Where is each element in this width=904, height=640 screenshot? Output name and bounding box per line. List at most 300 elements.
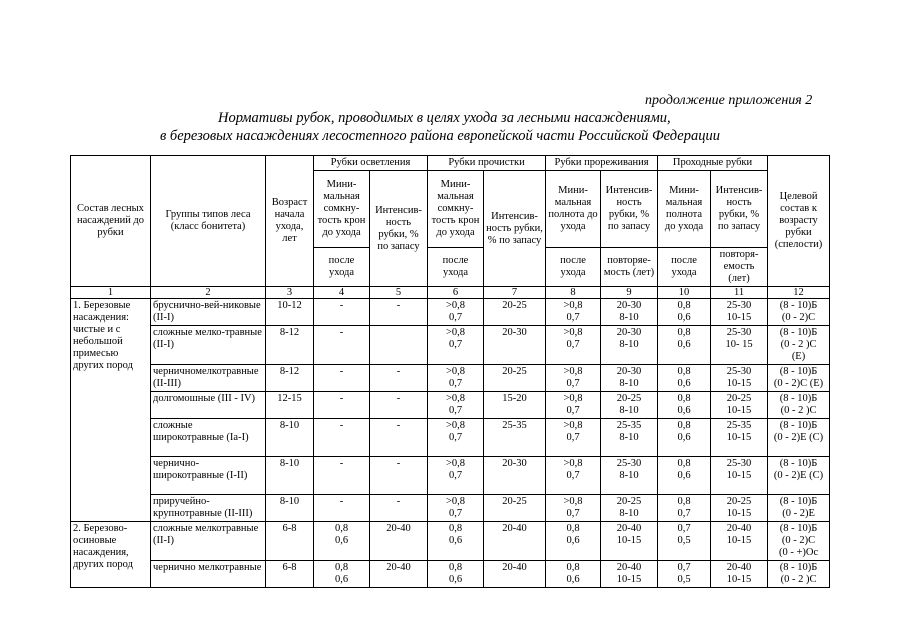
cell-line: 6-8	[282, 562, 297, 573]
table-row	[71, 457, 830, 495]
table-cell	[484, 522, 546, 561]
cell-line: 0,6	[334, 535, 349, 546]
table-cell	[484, 299, 546, 326]
cell-line: (0 - 2 )С	[780, 574, 817, 585]
cell-line: 0,8	[677, 393, 691, 404]
cell-line: 8-10	[619, 339, 639, 350]
cell-line: черничномелкотравные (II-III)	[153, 366, 259, 389]
table-cell	[601, 495, 658, 522]
cell-line: -	[339, 420, 344, 431]
column-number: 3	[266, 287, 314, 299]
cell-line: 20-25	[502, 366, 527, 377]
column-number: 8	[546, 287, 601, 299]
cell-line: (8 - 10)Б	[779, 562, 818, 573]
cell-line: >0,8	[445, 366, 466, 377]
table-cell	[711, 495, 768, 522]
table-cell	[601, 392, 658, 419]
cell-line: 0,8	[677, 458, 691, 469]
cell-line: -	[396, 420, 401, 431]
table-cell	[658, 392, 711, 419]
cell-line: 8-10	[619, 312, 639, 323]
cell-line: >0,8	[563, 327, 583, 338]
table-cell	[266, 522, 314, 561]
table-cell	[768, 392, 830, 419]
cell-line: 0,6	[566, 535, 580, 546]
cell-line: 8-10	[619, 378, 639, 389]
table-cell	[768, 561, 830, 588]
table-cell	[151, 457, 266, 495]
cell-line: 20-30	[616, 300, 642, 311]
table-cell	[370, 495, 428, 522]
head-pro-min-closure: Мини-мальная сомкну-тость крон до ухода	[428, 171, 484, 248]
cell-line: 10-15	[726, 405, 752, 416]
cell-line: 8-10	[619, 405, 639, 416]
head-osv-min-closure: Мини-мальная сомкну-тость крон до ухода	[314, 171, 370, 248]
cell-line: 0,7	[448, 508, 463, 519]
table-cell	[601, 299, 658, 326]
table-cell	[711, 522, 768, 561]
cell-line: 20-40	[616, 523, 642, 534]
group-label: 2. Березово-осиновые насаждения, других пород	[71, 522, 151, 588]
cell-line: -	[396, 496, 401, 507]
cell-line: 10-12	[277, 300, 302, 311]
column-number: 7	[484, 287, 546, 299]
table-cell	[711, 561, 768, 588]
cell-line: >0,8	[563, 496, 583, 507]
table-cell	[151, 392, 266, 419]
cell-line: (8 - 10)Б	[779, 420, 818, 431]
cell-line: (0 - 2)С	[781, 535, 816, 546]
cell-line: чернично-широкотравные (I-II)	[153, 458, 248, 481]
table-cell	[484, 419, 546, 457]
cell-line: 10-15	[726, 574, 752, 585]
column-number: 11	[711, 287, 768, 299]
cell-line: 0,8	[448, 562, 463, 573]
head-prokh-min-density: Мини-мальная полнота до ухода	[658, 171, 711, 248]
table-cell	[428, 495, 484, 522]
table-cell	[484, 457, 546, 495]
cell-line: 12-15	[277, 393, 302, 404]
table-cell	[768, 522, 830, 561]
table-cell	[658, 522, 711, 561]
table-cell	[151, 299, 266, 326]
table-cell	[314, 457, 370, 495]
cell-line: 10-15	[726, 508, 752, 519]
cell-line: >0,8	[563, 393, 583, 404]
head-prokh-after: после ухода	[658, 248, 711, 287]
cell-line: >0,8	[445, 300, 466, 311]
head-pro-intensity: Интенсив-ность рубки, % по запасу	[484, 171, 546, 287]
table-cell	[546, 326, 601, 365]
table-cell	[711, 457, 768, 495]
cell-line: 8-10	[619, 432, 639, 443]
cell-line: 25-35	[616, 420, 642, 431]
cell-line: 0,8	[334, 523, 349, 534]
table-cell	[658, 365, 711, 392]
cell-line: -	[396, 393, 401, 404]
cell-line: 20-40	[386, 562, 411, 573]
table-cell	[370, 457, 428, 495]
cell-line: 20-30	[616, 327, 642, 338]
table-cell	[370, 326, 428, 365]
head-group-prokhodnye: Проходные рубки	[658, 156, 768, 171]
table-cell	[601, 522, 658, 561]
cell-line: 0,7	[566, 508, 580, 519]
cell-line: 0,7	[566, 378, 580, 389]
cell-line: 0,7	[448, 470, 463, 481]
cell-line: 10-15	[726, 378, 752, 389]
table-cell	[314, 365, 370, 392]
table-cell	[658, 326, 711, 365]
cell-line: 20-40	[616, 562, 642, 573]
cell-line: (0 - 2)Е	[782, 508, 815, 519]
cell-line: 10-15	[616, 535, 642, 546]
cell-line: 0,6	[677, 339, 691, 350]
cell-line: -	[396, 458, 401, 469]
cell-line: 8-12	[279, 327, 300, 338]
cell-line: (8 - 10)Б	[779, 393, 818, 404]
table-cell	[428, 457, 484, 495]
cell-line: 0,7	[677, 523, 691, 534]
cell-line: 20-40	[502, 562, 527, 573]
cell-line: 8-10	[619, 470, 639, 481]
cell-line: (8 - 10)Б	[779, 300, 818, 311]
head-target-composition: Целевой состав к возрасту рубки (спелости)	[768, 156, 830, 287]
column-number: 10	[658, 287, 711, 299]
column-number: 9	[601, 287, 658, 299]
table-row	[71, 561, 830, 588]
table-cell	[151, 326, 266, 365]
head-prokh-repeat: повторя-емость (лет)	[711, 248, 768, 287]
cell-line: (8 - 10)Б	[779, 523, 818, 534]
head-forest-groups: Группы типов леса (класс бонитета)	[151, 156, 266, 287]
cell-line: (0 - 2)Е (С)	[773, 432, 824, 443]
cell-line: 0,6	[566, 574, 580, 585]
cell-line: (8 - 10)Б	[779, 458, 818, 469]
cell-line: 0,7	[448, 405, 463, 416]
table-cell	[314, 326, 370, 365]
cell-line: 25-30	[726, 300, 752, 311]
cell-line: 0,6	[677, 312, 691, 323]
cell-line: 10-15	[726, 312, 752, 323]
cell-line: 0,7	[566, 470, 580, 481]
cell-line: 0,8	[677, 327, 691, 338]
cell-line: (0 - 2)С (Е)	[773, 378, 824, 389]
head-pro-after: после ухода	[428, 248, 484, 287]
head-group-osvetlenie: Рубки осветления	[314, 156, 428, 171]
head-group-prochistka: Рубки прочистки	[428, 156, 546, 171]
cell-line: 10- 15	[725, 339, 753, 350]
table-cell	[266, 392, 314, 419]
cell-line: (0 - 2 )С	[780, 339, 817, 350]
cell-line: 20-25	[726, 496, 752, 507]
table-cell	[314, 495, 370, 522]
head-prored-after: после ухода	[546, 248, 601, 287]
cell-line: 0,6	[677, 405, 691, 416]
cell-line: >0,8	[445, 327, 466, 338]
table-cell	[484, 392, 546, 419]
table-cell	[151, 365, 266, 392]
cell-line: 0,7	[448, 432, 463, 443]
cell-line: 0,7	[566, 312, 580, 323]
cell-line: 0,8	[566, 523, 580, 534]
cell-line: 25-30	[726, 327, 752, 338]
cell-line: 20-25	[726, 393, 752, 404]
table-row	[71, 299, 830, 326]
norms-table	[70, 155, 830, 588]
table-cell	[314, 299, 370, 326]
cell-line: >0,8	[563, 366, 583, 377]
table-cell	[546, 495, 601, 522]
head-prored-repeat: повторяе-мость (лет)	[601, 248, 658, 287]
cell-line: 0,8	[677, 300, 691, 311]
cell-line: 0,7	[566, 339, 580, 350]
cell-line: -	[339, 393, 344, 404]
column-number: 6	[428, 287, 484, 299]
cell-line: 0,8	[566, 562, 580, 573]
table-cell	[484, 326, 546, 365]
table-cell	[428, 419, 484, 457]
cell-line: 15-20	[502, 393, 527, 404]
cell-line: 0,6	[448, 535, 463, 546]
cell-line: >0,8	[445, 393, 466, 404]
table-cell	[151, 522, 266, 561]
head-start-age: Возраст начала ухода, лет	[266, 156, 314, 287]
cell-line: бруснично-вей-никовые (II-I)	[153, 300, 261, 323]
cell-line: (0 - 2)С	[781, 312, 816, 323]
cell-line: 8-10	[279, 458, 300, 469]
cell-line: >0,8	[445, 458, 466, 469]
cell-line: 20-30	[502, 327, 527, 338]
cell-line: 0,6	[677, 378, 691, 389]
cell-line: (8 - 10)Б	[779, 327, 818, 338]
cell-line: 20-30	[616, 366, 642, 377]
cell-line: 0,7	[566, 432, 580, 443]
table-cell	[711, 326, 768, 365]
table-cell	[314, 522, 370, 561]
table-cell	[428, 561, 484, 588]
head-osv-intensity: Интенсив-ность рубки, % по запасу	[370, 171, 428, 287]
cell-line: 20-40	[386, 523, 411, 534]
cell-line: 20-25	[616, 393, 642, 404]
cell-line: 25-30	[726, 366, 752, 377]
table-cell	[711, 299, 768, 326]
table-cell	[428, 326, 484, 365]
cell-line: 0,7	[448, 339, 463, 350]
column-number: 4	[314, 287, 370, 299]
cell-line: -	[339, 496, 344, 507]
cell-line: 10-15	[726, 470, 752, 481]
cell-line: 20-40	[726, 562, 752, 573]
table-cell	[546, 522, 601, 561]
table-cell	[370, 365, 428, 392]
cell-line: 20-30	[502, 458, 527, 469]
cell-line: чернично мелкотравные	[153, 562, 262, 573]
cell-line: 0,8	[448, 523, 463, 534]
cell-line: -	[396, 366, 401, 377]
cell-line: 20-40	[726, 523, 752, 534]
table-cell	[428, 365, 484, 392]
column-number: 1	[71, 287, 151, 299]
table-cell	[266, 419, 314, 457]
table-cell	[601, 561, 658, 588]
cell-line: 20-25	[616, 496, 642, 507]
column-number: 12	[768, 287, 830, 299]
cell-line: 0,7	[566, 405, 580, 416]
table-cell	[266, 495, 314, 522]
table-cell	[151, 495, 266, 522]
cell-line: 0,5	[677, 574, 691, 585]
cell-line: (8 - 10)Б	[779, 366, 818, 377]
table-cell	[711, 365, 768, 392]
table-cell	[658, 419, 711, 457]
cell-line: >0,8	[563, 420, 583, 431]
table-cell	[768, 365, 830, 392]
table-cell	[768, 457, 830, 495]
cell-line: (0 - 2 )С	[780, 405, 817, 416]
table-cell	[151, 561, 266, 588]
head-group-prorezhivanie: Рубки прореживания	[546, 156, 658, 171]
table-cell	[428, 299, 484, 326]
cell-line: -	[339, 366, 344, 377]
table-cell	[601, 419, 658, 457]
cell-line: 0,8	[334, 562, 349, 573]
cell-line: 0,7	[448, 378, 463, 389]
head-osv-after: после ухода	[314, 248, 370, 287]
table-cell	[266, 326, 314, 365]
document-title-line-1: Нормативы рубок, проводимых в целях ухода за лесными насаждениями,	[218, 110, 671, 126]
cell-line: приручейно-крупнотравные (II-III)	[153, 496, 253, 519]
cell-line: >0,8	[563, 458, 583, 469]
table-cell	[314, 392, 370, 419]
cell-line: 25-30	[726, 458, 752, 469]
table-row	[71, 365, 830, 392]
cell-line: >0,8	[563, 300, 583, 311]
table-cell	[768, 495, 830, 522]
cell-line: 6-8	[282, 523, 297, 534]
cell-line: 0,8	[677, 366, 691, 377]
cell-line: 10-15	[726, 535, 752, 546]
cell-line: >0,8	[445, 420, 466, 431]
table-cell	[601, 457, 658, 495]
head-prored-min-density: Мини-мальная полнота до ухода	[546, 171, 601, 248]
table-cell	[658, 561, 711, 588]
table-cell	[428, 392, 484, 419]
table-cell	[658, 299, 711, 326]
table-cell	[266, 561, 314, 588]
table-cell	[314, 419, 370, 457]
cell-line: -	[396, 300, 401, 311]
table-cell	[601, 365, 658, 392]
head-prored-intensity: Интенсив-ность рубки, % по запасу	[601, 171, 658, 248]
cell-line: сложные широкотравные (Ia-I)	[153, 420, 249, 443]
cell-line: 10-15	[726, 432, 752, 443]
cell-line: 0,7	[448, 312, 463, 323]
table-row	[71, 522, 830, 561]
table-cell	[266, 457, 314, 495]
cell-line: 20-25	[502, 300, 527, 311]
column-number: 5	[370, 287, 428, 299]
cell-line: 0,8	[677, 420, 691, 431]
table-cell	[546, 419, 601, 457]
cell-line: (0 - 2)Е (С)	[773, 470, 824, 481]
table-cell	[370, 522, 428, 561]
column-number: 2	[151, 287, 266, 299]
table-cell	[546, 365, 601, 392]
table-cell	[768, 419, 830, 457]
cell-line: 8-10	[619, 508, 639, 519]
cell-line: долгомошные (III - IV)	[153, 393, 256, 404]
head-prokh-intensity: Интенсив-ность рубки, % по запасу	[711, 171, 768, 248]
cell-line: -	[339, 458, 344, 469]
group-label: 1. Березовые насаждения: чистые и с небольшой примесью других пород	[71, 299, 151, 522]
table-cell	[266, 299, 314, 326]
cell-line: >0,8	[445, 496, 466, 507]
cell-line: -	[339, 327, 344, 338]
table-cell	[151, 419, 266, 457]
cell-line: 25-35	[726, 420, 752, 431]
table-cell	[314, 561, 370, 588]
table-cell	[711, 392, 768, 419]
document-title-line-2: в березовых насаждениях лесостепного района европейской части Российской Федерации	[160, 128, 720, 144]
head-composition: Состав лесных насаждений до рубки	[71, 156, 151, 287]
cell-line: 0,6	[334, 574, 349, 585]
table-cell	[768, 299, 830, 326]
table-cell	[428, 522, 484, 561]
table-row	[71, 392, 830, 419]
cell-line: 0,7	[677, 508, 691, 519]
table-cell	[546, 561, 601, 588]
cell-line: -	[339, 300, 344, 311]
cell-line: 8-10	[279, 420, 300, 431]
table-cell	[711, 419, 768, 457]
cell-line: 25-35	[502, 420, 527, 431]
cell-line: 10-15	[616, 574, 642, 585]
table-cell	[768, 326, 830, 365]
cell-line: 0,6	[677, 432, 691, 443]
cell-line: 0,6	[677, 470, 691, 481]
table-cell	[658, 457, 711, 495]
cell-line: (8 - 10)Б	[779, 496, 818, 507]
cell-line: сложные мелкотравные (II-I)	[153, 523, 259, 546]
continuation-note: продолжение приложения 2	[645, 93, 813, 108]
table-cell	[370, 561, 428, 588]
table-row	[71, 326, 830, 365]
table-cell	[370, 299, 428, 326]
cell-line: 0,5	[677, 535, 691, 546]
table-cell	[546, 392, 601, 419]
table-cell	[546, 457, 601, 495]
cell-line: 0,7	[677, 562, 691, 573]
table-cell	[370, 392, 428, 419]
cell-line: 20-25	[502, 496, 527, 507]
table-cell	[601, 326, 658, 365]
cell-line: 25-30	[616, 458, 642, 469]
table-row	[71, 495, 830, 522]
cell-line: (0 - +)Ос	[778, 547, 819, 558]
table-cell	[658, 495, 711, 522]
table-cell	[484, 365, 546, 392]
cell-line: 20-40	[502, 523, 527, 534]
cell-line: 0,6	[448, 574, 463, 585]
table-row	[71, 419, 830, 457]
table-cell	[484, 561, 546, 588]
table-cell	[546, 299, 601, 326]
cell-line: (Е)	[791, 351, 806, 362]
cell-line: сложные мелко-травные (II-I)	[153, 327, 262, 350]
cell-line: 0,8	[677, 496, 691, 507]
cell-line: 8-10	[279, 496, 300, 507]
